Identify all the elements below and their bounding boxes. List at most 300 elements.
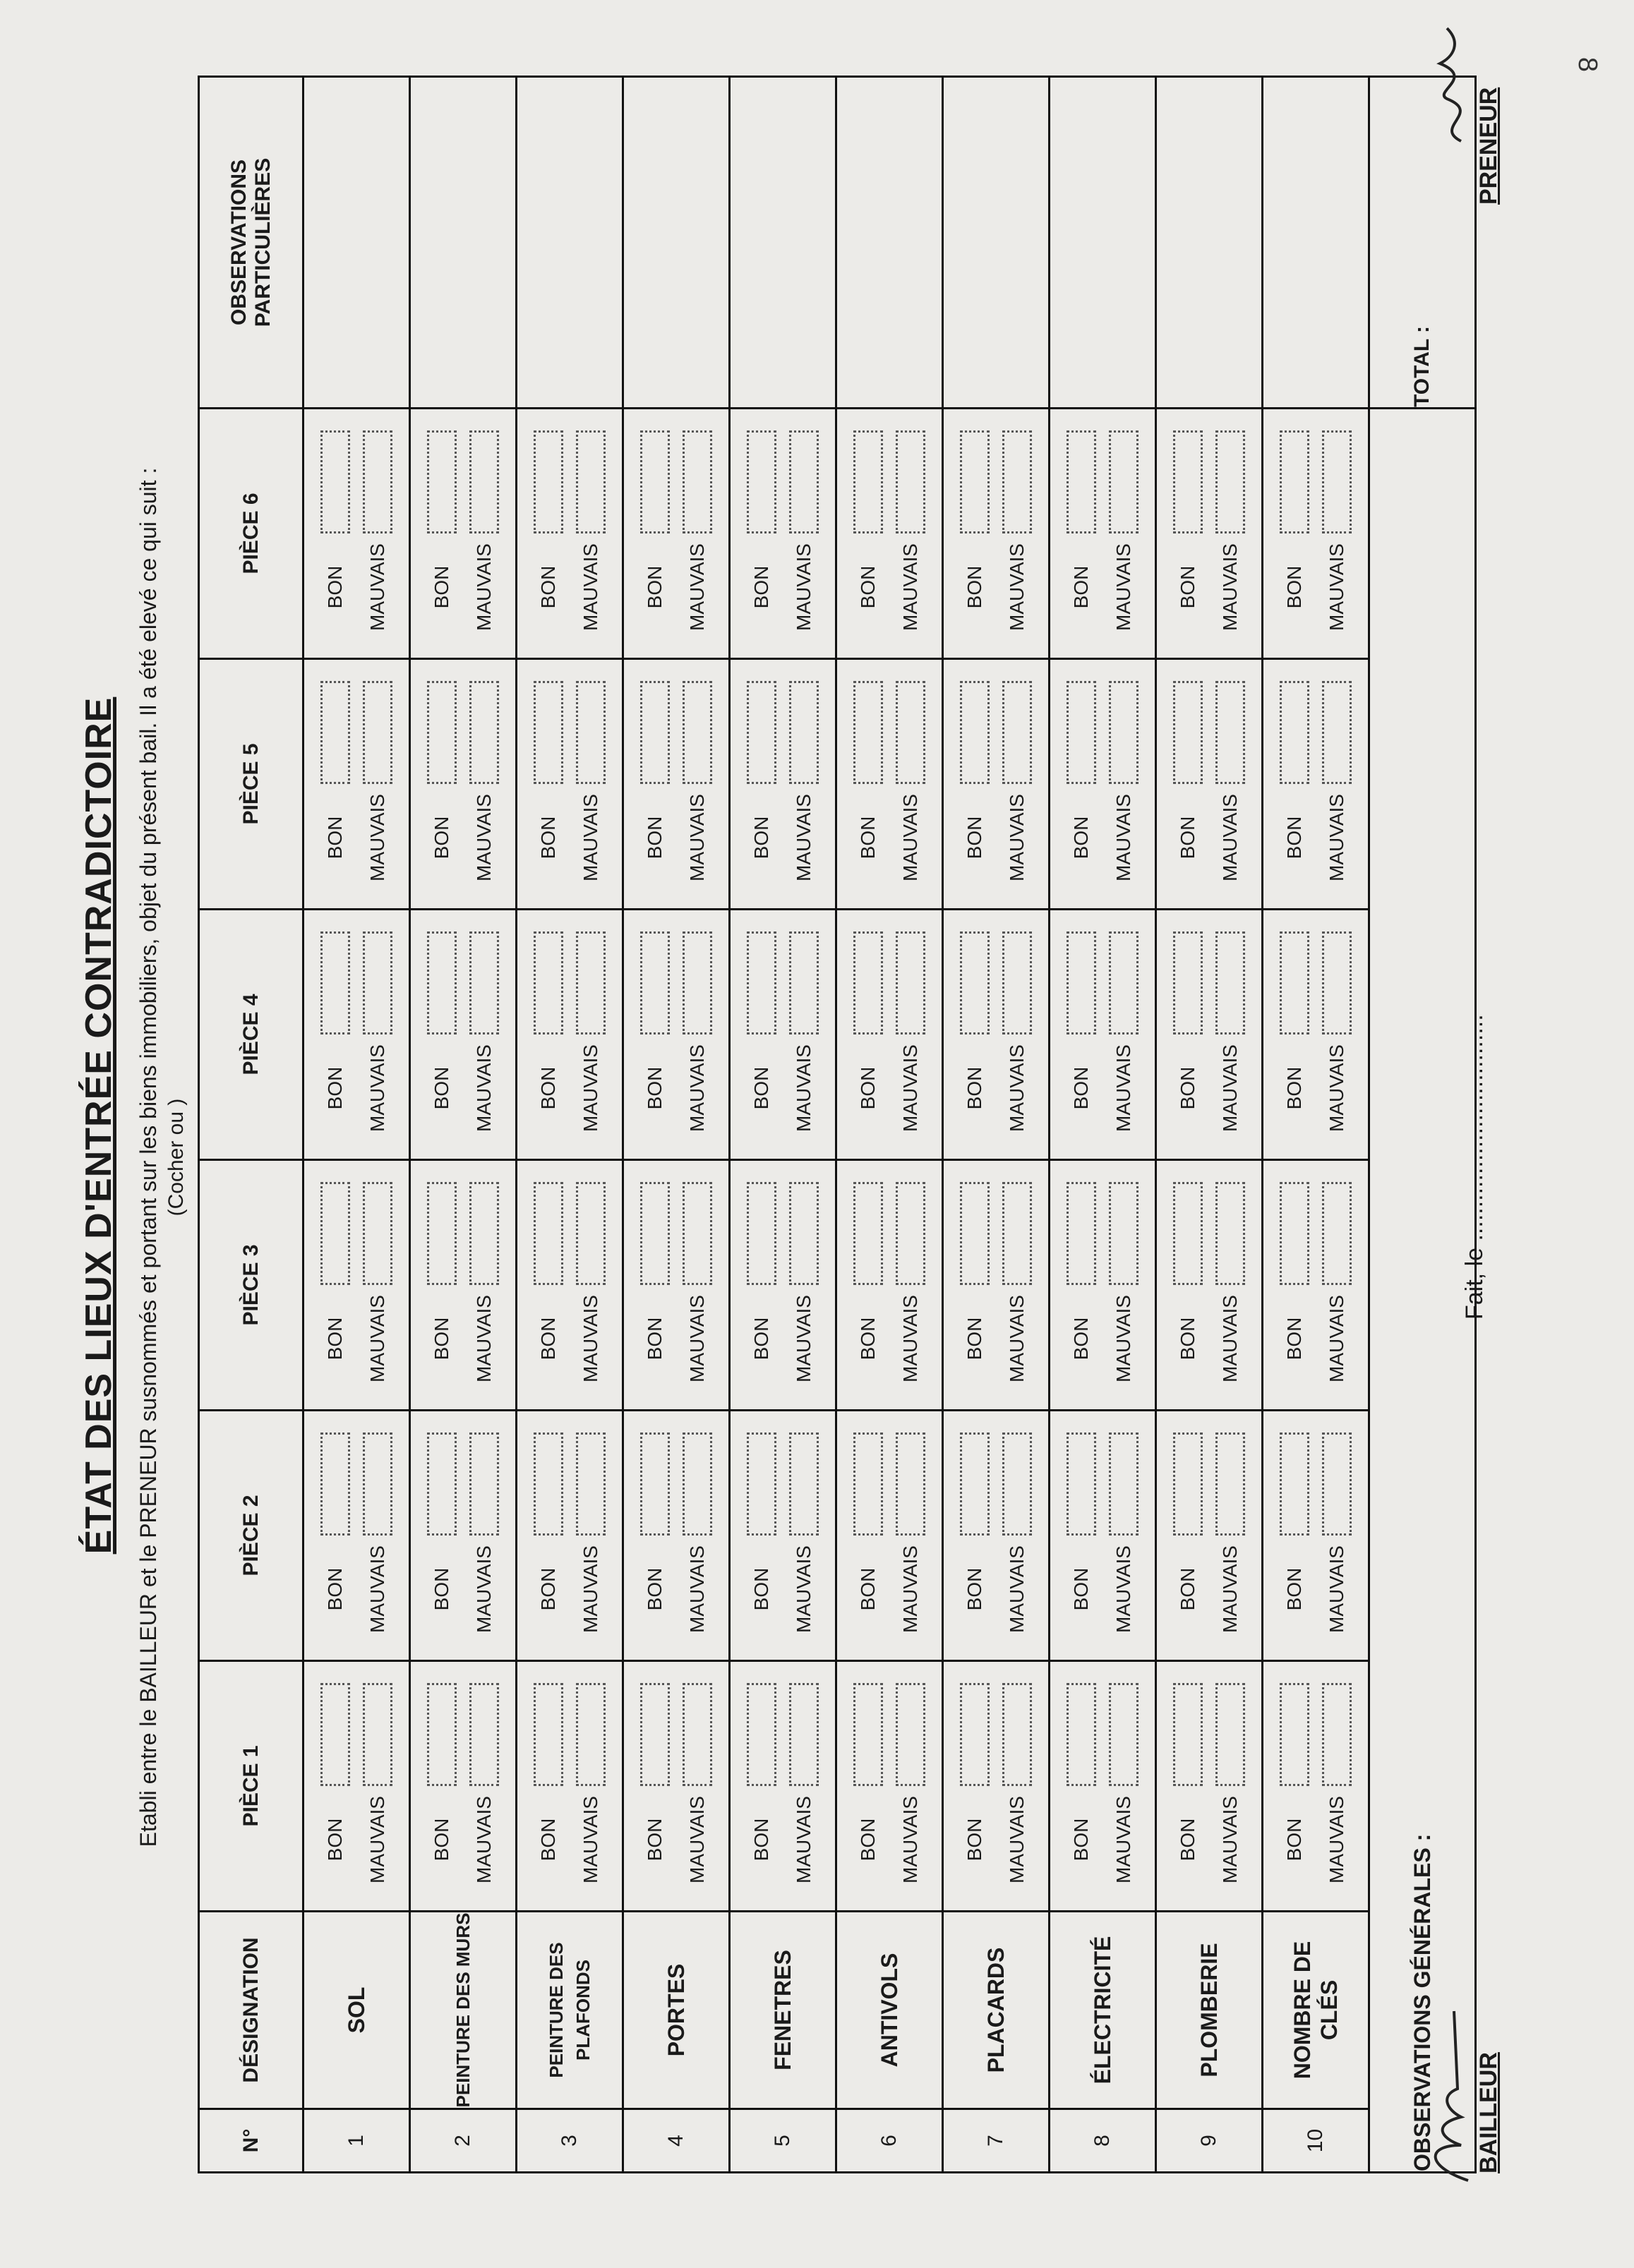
state-good-label: BON xyxy=(1177,816,1199,859)
row-observation[interactable] xyxy=(1050,77,1156,409)
bad-checkbox[interactable] xyxy=(789,430,819,533)
good-checkbox[interactable] xyxy=(1173,1432,1203,1536)
piece-cell xyxy=(410,1411,517,1661)
row-number: 10 xyxy=(1263,2109,1369,2173)
bad-checkbox[interactable] xyxy=(1215,1432,1245,1536)
piece-cell xyxy=(304,1661,410,1912)
state-good-label: BON xyxy=(537,565,559,609)
bad-checkbox[interactable] xyxy=(1109,931,1139,1035)
piece-cell xyxy=(1156,1661,1263,1912)
state-good-label: BON xyxy=(644,565,666,609)
good-checkbox[interactable] xyxy=(960,681,990,784)
good-checkbox[interactable] xyxy=(427,681,457,784)
state-bad-label: MAUVAIS xyxy=(793,1796,815,1883)
row-designation: NOMBRE DE CLÉS xyxy=(1263,1912,1369,2109)
bad-checkbox[interactable] xyxy=(896,681,925,784)
state-good-label: BON xyxy=(963,1066,985,1110)
state-bad-label: MAUVAIS xyxy=(579,1295,601,1382)
state-good-label: BON xyxy=(1070,816,1092,859)
state-bad-label: MAUVAIS xyxy=(1219,1796,1241,1883)
inventory-table xyxy=(198,76,1477,2173)
piece-cell xyxy=(1156,659,1263,910)
bad-checkbox[interactable] xyxy=(576,931,606,1035)
piece-cell xyxy=(730,910,836,1160)
row-number: 2 xyxy=(410,2109,517,2173)
state-good-label: BON xyxy=(857,816,879,859)
state-bad-label: MAUVAIS xyxy=(1219,1044,1241,1132)
table-row xyxy=(943,77,1050,2173)
bad-checkbox[interactable] xyxy=(683,430,712,533)
piece-cell xyxy=(943,409,1050,659)
bad-checkbox[interactable] xyxy=(469,1182,499,1285)
piece-cell xyxy=(304,659,410,910)
good-checkbox[interactable] xyxy=(1173,1683,1203,1786)
state-bad-label: MAUVAIS xyxy=(1326,1295,1347,1382)
header-piece-5: PIÈCE 5 xyxy=(199,659,304,910)
bad-checkbox[interactable] xyxy=(1215,931,1245,1035)
bad-checkbox[interactable] xyxy=(576,1432,606,1536)
piece-cell xyxy=(517,409,623,659)
bad-checkbox[interactable] xyxy=(789,931,819,1035)
bad-checkbox[interactable] xyxy=(469,1683,499,1786)
piece-cell xyxy=(1263,659,1369,910)
good-checkbox[interactable] xyxy=(1173,430,1203,533)
state-bad-label: MAUVAIS xyxy=(579,794,601,881)
bad-checkbox[interactable] xyxy=(576,681,606,784)
good-checkbox[interactable] xyxy=(320,1182,350,1285)
bad-checkbox[interactable] xyxy=(1109,1683,1139,1786)
state-bad-label: MAUVAIS xyxy=(1326,1796,1347,1883)
state-bad-label: MAUVAIS xyxy=(579,543,601,631)
state-good-label: BON xyxy=(537,1818,559,1862)
state-bad-label: MAUVAIS xyxy=(899,1796,921,1883)
bad-checkbox[interactable] xyxy=(1322,430,1352,533)
bad-checkbox[interactable] xyxy=(1002,1432,1032,1536)
state-good-label: BON xyxy=(324,816,346,859)
bad-checkbox[interactable] xyxy=(363,1683,392,1786)
good-checkbox[interactable] xyxy=(1067,1432,1096,1536)
state-bad-label: MAUVAIS xyxy=(579,1044,601,1132)
state-bad-label: MAUVAIS xyxy=(1219,1295,1241,1382)
row-number: 8 xyxy=(1050,2109,1156,2173)
state-bad-label: MAUVAIS xyxy=(1326,543,1347,631)
state-bad-label: MAUVAIS xyxy=(1112,794,1134,881)
state-bad-label: MAUVAIS xyxy=(473,1545,495,1633)
bad-checkbox[interactable] xyxy=(469,931,499,1035)
good-checkbox[interactable] xyxy=(1067,681,1096,784)
good-checkbox[interactable] xyxy=(1280,430,1309,533)
bad-checkbox[interactable] xyxy=(1109,681,1139,784)
state-bad-label: MAUVAIS xyxy=(366,543,388,631)
good-checkbox[interactable] xyxy=(320,430,350,533)
table-row xyxy=(410,77,517,2173)
good-checkbox[interactable] xyxy=(427,1182,457,1285)
piece-cell xyxy=(1263,910,1369,1160)
piece-cell xyxy=(517,910,623,1160)
good-checkbox[interactable] xyxy=(1280,681,1309,784)
piece-cell xyxy=(836,659,943,910)
state-bad-label: MAUVAIS xyxy=(366,794,388,881)
bad-checkbox[interactable] xyxy=(576,1683,606,1786)
piece-cell xyxy=(730,1661,836,1912)
good-checkbox[interactable] xyxy=(1067,931,1096,1035)
piece-cell xyxy=(730,409,836,659)
page-number: 8 xyxy=(1573,56,1603,73)
bad-checkbox[interactable] xyxy=(363,931,392,1035)
state-good-label: BON xyxy=(324,1567,346,1611)
good-checkbox[interactable] xyxy=(747,430,776,533)
good-checkbox[interactable] xyxy=(427,1432,457,1536)
state-bad-label: MAUVAIS xyxy=(899,1545,921,1633)
bad-checkbox[interactable] xyxy=(1002,931,1032,1035)
row-designation: PLACARDS xyxy=(943,1912,1050,2109)
piece-cell xyxy=(943,1160,1050,1411)
state-bad-label: MAUVAIS xyxy=(366,1295,388,1382)
header-observations: OBSERVATIONS PARTICULIÈRES xyxy=(199,77,304,409)
intro-text xyxy=(134,134,191,2180)
row-designation: PEINTURE DES PLAFONDS xyxy=(517,1912,623,2109)
state-bad-label: MAUVAIS xyxy=(1006,1295,1028,1382)
good-checkbox[interactable] xyxy=(1280,1182,1309,1285)
state-good-label: BON xyxy=(644,1818,666,1862)
row-number: 5 xyxy=(730,2109,836,2173)
state-bad-label: MAUVAIS xyxy=(899,1044,921,1132)
row-observation[interactable] xyxy=(943,77,1050,409)
bad-checkbox[interactable] xyxy=(683,1182,712,1285)
state-good-label: BON xyxy=(750,1317,772,1361)
row-designation: FENETRES xyxy=(730,1912,836,2109)
piece-cell xyxy=(304,409,410,659)
row-observation[interactable] xyxy=(304,77,410,409)
good-checkbox[interactable] xyxy=(534,1182,563,1285)
state-good-label: BON xyxy=(857,565,879,609)
state-bad-label: MAUVAIS xyxy=(899,794,921,881)
good-checkbox[interactable] xyxy=(960,1182,990,1285)
good-checkbox[interactable] xyxy=(534,430,563,533)
piece-cell xyxy=(623,659,730,910)
good-checkbox[interactable] xyxy=(320,1683,350,1786)
state-good-label: BON xyxy=(1177,1066,1199,1110)
state-bad-label: MAUVAIS xyxy=(473,1295,495,1382)
good-checkbox[interactable] xyxy=(1067,1683,1096,1786)
state-good-label: BON xyxy=(537,816,559,859)
good-checkbox[interactable] xyxy=(1173,931,1203,1035)
piece-cell xyxy=(1263,1160,1369,1411)
row-observation[interactable] xyxy=(730,77,836,409)
row-number: 3 xyxy=(517,2109,623,2173)
state-good-label: BON xyxy=(1177,1317,1199,1361)
bad-checkbox[interactable] xyxy=(469,430,499,533)
bad-checkbox[interactable] xyxy=(1002,1182,1032,1285)
piece-cell xyxy=(1050,1411,1156,1661)
state-bad-label: MAUVAIS xyxy=(686,1295,708,1382)
bad-checkbox[interactable] xyxy=(1322,1683,1352,1786)
piece-cell xyxy=(517,1411,623,1661)
bad-checkbox[interactable] xyxy=(1215,1683,1245,1786)
good-checkbox[interactable] xyxy=(747,1683,776,1786)
table-row xyxy=(517,77,623,2173)
state-bad-label: MAUVAIS xyxy=(473,543,495,631)
piece-cell xyxy=(1263,409,1369,659)
piece-cell xyxy=(943,659,1050,910)
bad-checkbox[interactable] xyxy=(896,1683,925,1786)
bad-checkbox[interactable] xyxy=(896,931,925,1035)
bad-checkbox[interactable] xyxy=(576,430,606,533)
good-checkbox[interactable] xyxy=(427,430,457,533)
state-good-label: BON xyxy=(644,1066,666,1110)
state-good-label: BON xyxy=(857,1317,879,1361)
bad-checkbox[interactable] xyxy=(789,1182,819,1285)
good-checkbox[interactable] xyxy=(960,1432,990,1536)
good-checkbox[interactable] xyxy=(1173,1182,1203,1285)
bad-checkbox[interactable] xyxy=(363,1182,392,1285)
piece-cell xyxy=(410,1160,517,1411)
good-checkbox[interactable] xyxy=(853,931,883,1035)
header-num: N° xyxy=(199,2109,304,2173)
piece-cell xyxy=(1156,910,1263,1160)
bad-checkbox[interactable] xyxy=(1322,1432,1352,1536)
bad-checkbox[interactable] xyxy=(363,1432,392,1536)
good-checkbox[interactable] xyxy=(320,681,350,784)
state-good-label: BON xyxy=(963,565,985,609)
header-piece-1: PIÈCE 1 xyxy=(199,1661,304,1912)
state-good-label: BON xyxy=(750,565,772,609)
bad-checkbox[interactable] xyxy=(1109,1182,1139,1285)
preneur-label: PRENEUR xyxy=(1475,87,1502,205)
fait-le-field: Fait, le .................................. xyxy=(1461,1014,1488,1320)
state-good-label: BON xyxy=(750,1567,772,1611)
preneur-signature xyxy=(1426,21,1489,148)
state-good-label: BON xyxy=(963,816,985,859)
row-observation[interactable] xyxy=(517,77,623,409)
bad-checkbox[interactable] xyxy=(1002,681,1032,784)
good-checkbox[interactable] xyxy=(640,681,670,784)
row-designation: PEINTURE DES MURS xyxy=(410,1912,517,2109)
state-good-label: BON xyxy=(537,1567,559,1611)
state-bad-label: MAUVAIS xyxy=(1326,794,1347,881)
bad-checkbox[interactable] xyxy=(896,430,925,533)
bad-checkbox[interactable] xyxy=(1002,430,1032,533)
piece-cell xyxy=(730,1411,836,1661)
piece-cell xyxy=(730,659,836,910)
piece-cell xyxy=(836,409,943,659)
good-checkbox[interactable] xyxy=(534,681,563,784)
state-good-label: BON xyxy=(431,1317,452,1361)
good-checkbox[interactable] xyxy=(640,1182,670,1285)
good-checkbox[interactable] xyxy=(1173,681,1203,784)
row-designation: PLOMBERIE xyxy=(1156,1912,1263,2109)
bad-checkbox[interactable] xyxy=(1109,1432,1139,1536)
state-bad-label: MAUVAIS xyxy=(1112,543,1134,631)
bad-checkbox[interactable] xyxy=(1109,430,1139,533)
general-observations-label: OBSERVATIONS GÉNÉRALES : xyxy=(1369,409,1476,2173)
state-good-label: BON xyxy=(644,816,666,859)
inventory-sheet xyxy=(56,14,1567,2237)
cocher-instruction: (Cocher ou ) xyxy=(164,1098,188,1217)
state-bad-label: MAUVAIS xyxy=(1219,1545,1241,1633)
row-observation[interactable] xyxy=(836,77,943,409)
state-good-label: BON xyxy=(963,1567,985,1611)
state-good-label: BON xyxy=(537,1066,559,1110)
header-piece-6: PIÈCE 6 xyxy=(199,409,304,659)
good-checkbox[interactable] xyxy=(534,931,563,1035)
state-good-label: BON xyxy=(1177,1567,1199,1611)
bad-checkbox[interactable] xyxy=(896,1182,925,1285)
bad-checkbox[interactable] xyxy=(683,681,712,784)
good-checkbox[interactable] xyxy=(427,1683,457,1786)
good-checkbox[interactable] xyxy=(853,1683,883,1786)
bad-checkbox[interactable] xyxy=(1215,681,1245,784)
header-designation: DÉSIGNATION xyxy=(199,1912,304,2109)
piece-cell xyxy=(517,659,623,910)
good-checkbox[interactable] xyxy=(1280,1432,1309,1536)
row-designation: ÉLECTRICITÉ xyxy=(1050,1912,1156,2109)
piece-cell xyxy=(304,1160,410,1411)
state-good-label: BON xyxy=(1283,1317,1305,1361)
table-row xyxy=(1263,77,1369,2173)
piece-cell xyxy=(1263,1661,1369,1912)
row-observation[interactable] xyxy=(1156,77,1263,409)
bad-checkbox[interactable] xyxy=(1322,681,1352,784)
row-observation[interactable] xyxy=(1263,77,1369,409)
state-bad-label: MAUVAIS xyxy=(793,1295,815,1382)
piece-cell xyxy=(1156,409,1263,659)
state-bad-label: MAUVAIS xyxy=(1219,543,1241,631)
good-checkbox[interactable] xyxy=(427,931,457,1035)
state-good-label: BON xyxy=(431,565,452,609)
state-good-label: BON xyxy=(963,1317,985,1361)
row-number: 9 xyxy=(1156,2109,1263,2173)
header-piece-2: PIÈCE 2 xyxy=(199,1411,304,1661)
good-checkbox[interactable] xyxy=(1067,430,1096,533)
state-good-label: BON xyxy=(750,1066,772,1110)
state-bad-label: MAUVAIS xyxy=(473,794,495,881)
bad-checkbox[interactable] xyxy=(363,430,392,533)
good-checkbox[interactable] xyxy=(853,430,883,533)
state-good-label: BON xyxy=(644,1317,666,1361)
state-bad-label: MAUVAIS xyxy=(1006,543,1028,631)
state-good-label: BON xyxy=(1283,816,1305,859)
good-checkbox[interactable] xyxy=(534,1432,563,1536)
bad-checkbox[interactable] xyxy=(576,1182,606,1285)
bad-checkbox[interactable] xyxy=(896,1432,925,1536)
good-checkbox[interactable] xyxy=(640,430,670,533)
state-good-label: BON xyxy=(1283,1567,1305,1611)
bailleur-label: BAILLEUR xyxy=(1475,2052,1502,2173)
piece-cell xyxy=(1050,1160,1156,1411)
good-checkbox[interactable] xyxy=(960,1683,990,1786)
piece-cell xyxy=(410,659,517,910)
good-checkbox[interactable] xyxy=(640,931,670,1035)
state-bad-label: MAUVAIS xyxy=(1112,1044,1134,1132)
piece-cell xyxy=(623,910,730,1160)
piece-cell xyxy=(836,1160,943,1411)
good-checkbox[interactable] xyxy=(960,931,990,1035)
good-checkbox[interactable] xyxy=(853,1182,883,1285)
bad-checkbox[interactable] xyxy=(1215,430,1245,533)
state-bad-label: MAUVAIS xyxy=(899,543,921,631)
good-checkbox[interactable] xyxy=(640,1432,670,1536)
bad-checkbox[interactable] xyxy=(683,1683,712,1786)
state-good-label: BON xyxy=(644,1567,666,1611)
good-checkbox[interactable] xyxy=(320,1432,350,1536)
state-bad-label: MAUVAIS xyxy=(579,1796,601,1883)
bad-checkbox[interactable] xyxy=(1322,931,1352,1035)
good-checkbox[interactable] xyxy=(747,931,776,1035)
good-checkbox[interactable] xyxy=(853,1432,883,1536)
bad-checkbox[interactable] xyxy=(789,681,819,784)
row-designation: PORTES xyxy=(623,1912,730,2109)
state-bad-label: MAUVAIS xyxy=(1112,1295,1134,1382)
row-observation[interactable] xyxy=(410,77,517,409)
state-bad-label: MAUVAIS xyxy=(686,1545,708,1633)
good-checkbox[interactable] xyxy=(1067,1182,1096,1285)
state-bad-label: MAUVAIS xyxy=(1006,1796,1028,1883)
bad-checkbox[interactable] xyxy=(1322,1182,1352,1285)
bad-checkbox[interactable] xyxy=(1002,1683,1032,1786)
table-row xyxy=(836,77,943,2173)
bad-checkbox[interactable] xyxy=(363,681,392,784)
good-checkbox[interactable] xyxy=(853,681,883,784)
piece-cell xyxy=(943,1661,1050,1912)
state-bad-label: MAUVAIS xyxy=(1112,1796,1134,1883)
row-number: 4 xyxy=(623,2109,730,2173)
piece-cell xyxy=(517,1160,623,1411)
state-bad-label: MAUVAIS xyxy=(579,1545,601,1633)
good-checkbox[interactable] xyxy=(747,1182,776,1285)
state-bad-label: MAUVAIS xyxy=(793,1545,815,1633)
good-checkbox[interactable] xyxy=(1280,1683,1309,1786)
good-checkbox[interactable] xyxy=(747,681,776,784)
piece-cell xyxy=(623,1160,730,1411)
bad-checkbox[interactable] xyxy=(469,681,499,784)
state-bad-label: MAUVAIS xyxy=(1006,1545,1028,1633)
bad-checkbox[interactable] xyxy=(469,1432,499,1536)
state-good-label: BON xyxy=(857,1818,879,1862)
good-checkbox[interactable] xyxy=(960,430,990,533)
state-good-label: BON xyxy=(963,1818,985,1862)
state-good-label: BON xyxy=(1283,1066,1305,1110)
good-checkbox[interactable] xyxy=(534,1683,563,1786)
piece-cell xyxy=(943,910,1050,1160)
state-bad-label: MAUVAIS xyxy=(366,1796,388,1883)
row-number: 6 xyxy=(836,2109,943,2173)
state-good-label: BON xyxy=(324,1818,346,1862)
table-row xyxy=(1050,77,1156,2173)
piece-cell xyxy=(1156,1411,1263,1661)
bad-checkbox[interactable] xyxy=(1215,1182,1245,1285)
state-good-label: BON xyxy=(1177,1818,1199,1862)
piece-cell xyxy=(730,1160,836,1411)
piece-cell xyxy=(836,910,943,1160)
state-good-label: BON xyxy=(750,816,772,859)
bad-checkbox[interactable] xyxy=(683,1432,712,1536)
good-checkbox[interactable] xyxy=(640,1683,670,1786)
state-bad-label: MAUVAIS xyxy=(793,794,815,881)
good-checkbox[interactable] xyxy=(1280,931,1309,1035)
state-bad-label: MAUVAIS xyxy=(366,1044,388,1132)
state-good-label: BON xyxy=(1283,1818,1305,1862)
good-checkbox[interactable] xyxy=(320,931,350,1035)
bad-checkbox[interactable] xyxy=(789,1683,819,1786)
table-header xyxy=(199,77,304,2173)
row-observation[interactable] xyxy=(623,77,730,409)
state-bad-label: MAUVAIS xyxy=(1326,1545,1347,1633)
bad-checkbox[interactable] xyxy=(683,931,712,1035)
piece-cell xyxy=(623,409,730,659)
good-checkbox[interactable] xyxy=(747,1432,776,1536)
bad-checkbox[interactable] xyxy=(789,1432,819,1536)
